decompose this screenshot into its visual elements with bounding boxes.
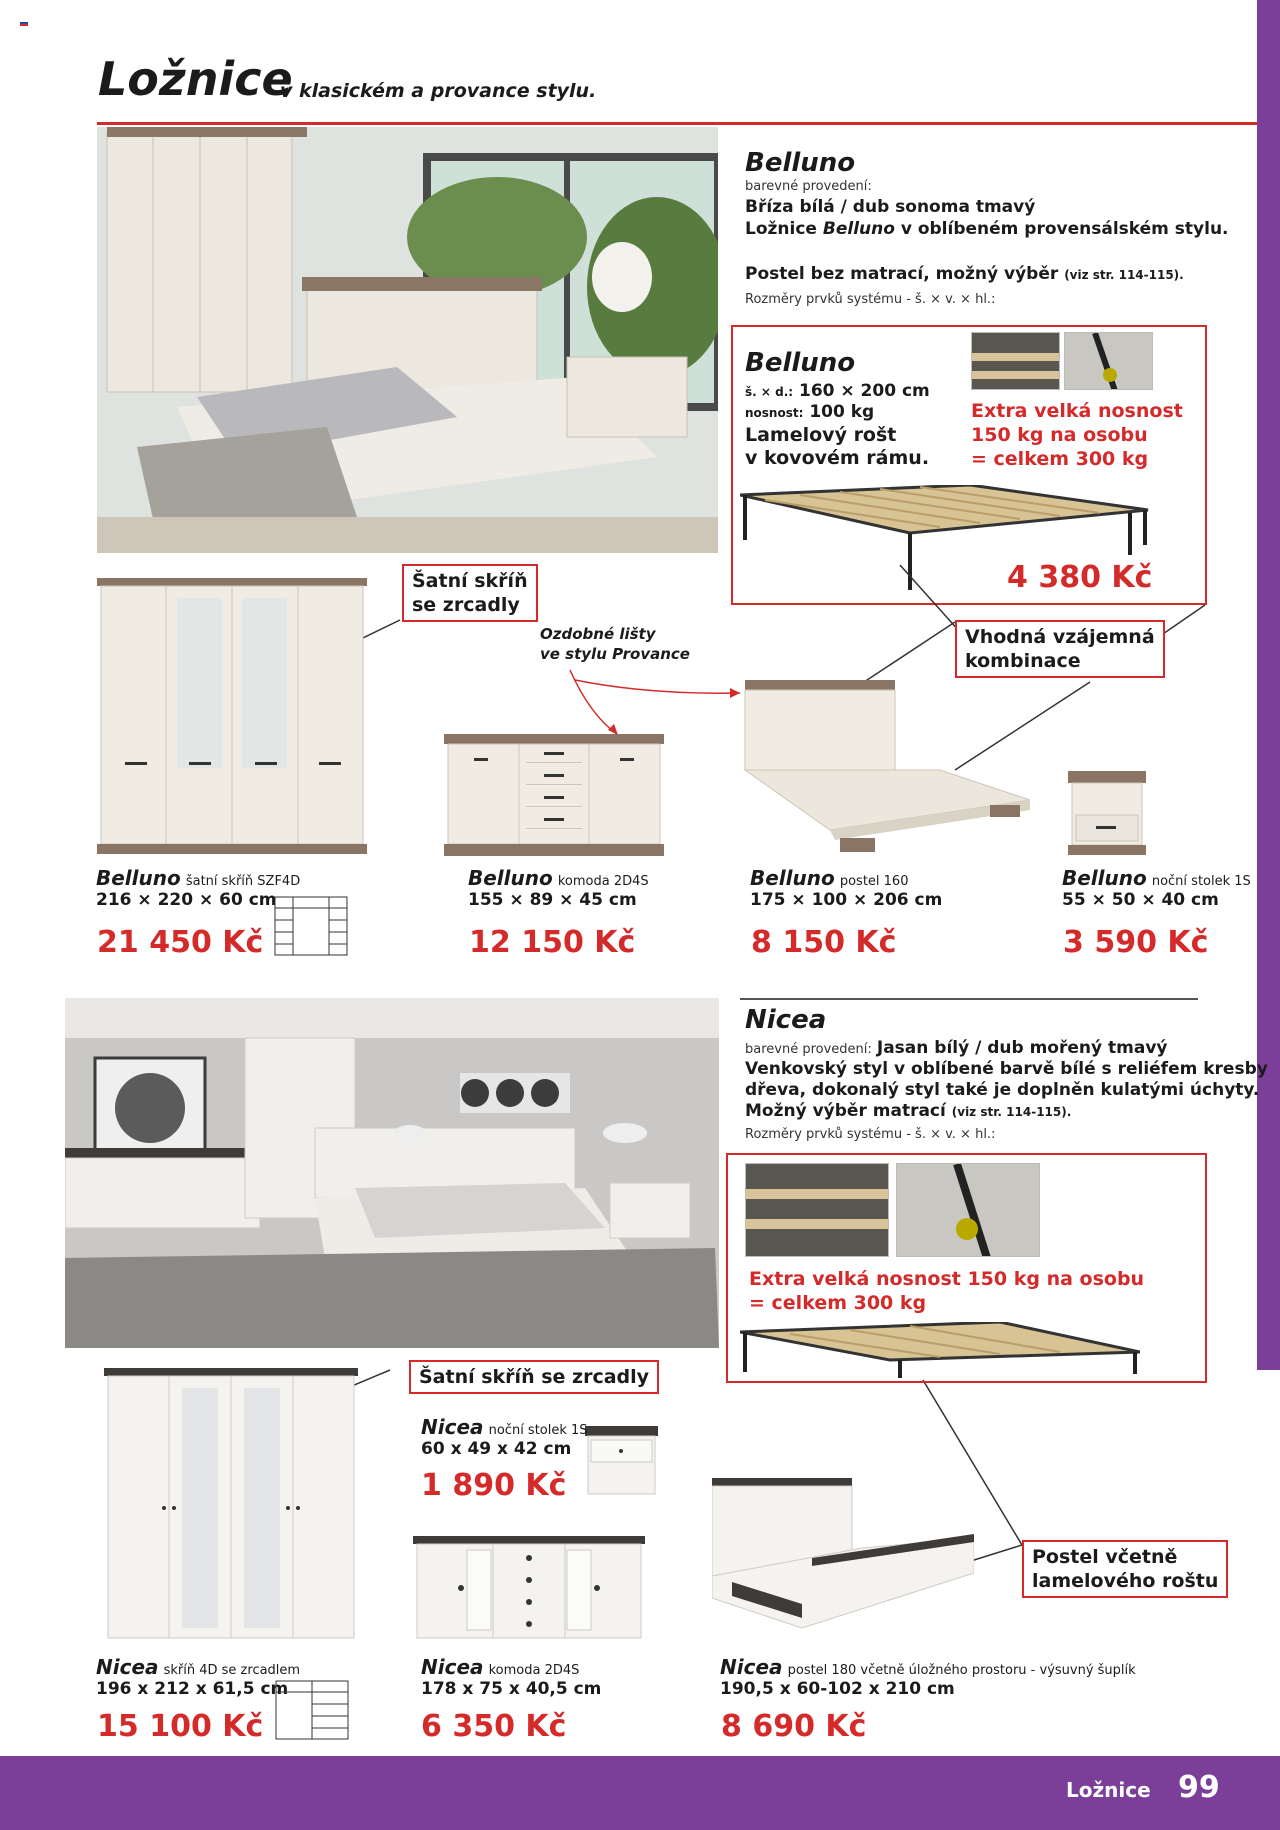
nicea-dresser-caption: Nicea komoda 2D4S 178 x 75 x 40,5 cm bbox=[421, 1655, 602, 1699]
nicea-divider bbox=[740, 998, 1198, 1000]
belluno-slat-title: Belluno bbox=[745, 348, 856, 378]
belluno-nightstand-caption: Belluno noční stolek 1S 55 × 50 × 40 cm bbox=[1062, 866, 1251, 910]
belluno-wardrobe-caption: Belluno šatní skříň SZF4D 216 × 220 × 60 cm bbox=[96, 866, 301, 910]
nicea-nightstand-image bbox=[585, 1426, 658, 1496]
nicea-wardrobe-callout: Šatní skříň se zrcadly bbox=[409, 1360, 659, 1394]
nicea-series-title: Nicea bbox=[745, 1005, 827, 1035]
belluno-wardrobe-image bbox=[97, 578, 367, 856]
belluno-extra-load-1: Extra velká nosnost bbox=[971, 400, 1183, 422]
belluno-dresser-price: 12 150 Kč bbox=[469, 925, 636, 960]
nicea-wardrobe-caption: Nicea skříň 4D se zrcadlem 196 x 212 x 61,5 cm bbox=[96, 1655, 301, 1699]
belluno-trim-note: Ozdobné lišty ve stylu Provance bbox=[540, 625, 690, 663]
nicea-bed-image bbox=[712, 1478, 974, 1638]
nicea-bed-caption: Nicea postel 180 včetně úložného prostoru - výsuvný šuplík 190,5 x 60-102 x 210 cm bbox=[720, 1655, 1136, 1699]
nicea-desc-line1: Venkovský styl v oblíbené barvě bílé s reliéfem kresby bbox=[745, 1059, 1268, 1079]
nicea-slat-detail-photo-2 bbox=[896, 1163, 1040, 1257]
belluno-bed-image bbox=[740, 680, 1030, 856]
nicea-desc-line2: dřeva, dokonalý styl také je doplněn kulatými úchyty. bbox=[745, 1080, 1260, 1100]
belluno-nightstand-image bbox=[1068, 771, 1146, 857]
belluno-dresser-caption: Belluno komoda 2D4S 155 × 89 × 45 cm bbox=[468, 866, 649, 910]
nicea-wardrobe-schematic bbox=[275, 1680, 349, 1740]
belluno-description: Ložnice Belluno v oblíbeném provensálském stylu. bbox=[745, 219, 1229, 239]
nicea-color: barevné provedení: Jasan bílý / dub mořený tmavý bbox=[745, 1038, 1168, 1058]
belluno-combo-callout: Vhodná vzájemná kombinace bbox=[955, 620, 1165, 678]
belluno-wardrobe-schematic bbox=[274, 896, 348, 956]
belluno-dresser-image bbox=[444, 734, 664, 858]
nicea-nightstand-caption: Nicea noční stolek 1S 60 x 49 x 42 cm bbox=[421, 1415, 588, 1459]
belluno-slat-size: š. × d.: 160 × 200 cm bbox=[745, 381, 930, 401]
belluno-nightstand-price: 3 590 Kč bbox=[1063, 925, 1209, 960]
belluno-slat-line1: Lamelový rošt bbox=[745, 424, 897, 446]
belluno-wardrobe-callout: Šatní skříň se zrcadly bbox=[402, 564, 538, 622]
belluno-dims-note: Rozměry prvků systému - š. × v. × hl.: bbox=[745, 292, 996, 307]
nicea-dresser-image bbox=[413, 1536, 645, 1640]
nicea-dims-note: Rozměry prvků systému - š. × v. × hl.: bbox=[745, 1127, 996, 1142]
page-subtitle: v klasickém a provance stylu. bbox=[280, 80, 597, 102]
nicea-bed-callout: Postel včetně lamelového roštu bbox=[1022, 1540, 1228, 1598]
belluno-bed-price: 8 150 Kč bbox=[751, 925, 897, 960]
nicea-wardrobe-price: 15 100 Kč bbox=[97, 1709, 264, 1744]
nicea-wardrobe-image bbox=[104, 1368, 358, 1644]
belluno-series-title: Belluno bbox=[745, 148, 856, 178]
nicea-dresser-price: 6 350 Kč bbox=[421, 1709, 567, 1744]
belluno-color-value: Bříza bílá / dub sonoma tmavý bbox=[745, 197, 1036, 217]
belluno-slat-line2: v kovovém rámu. bbox=[745, 447, 930, 469]
nicea-desc-line3: Možný výběr matrací (viz str. 114-115). bbox=[745, 1101, 1072, 1121]
belluno-bed-note: Postel bez matrací, možný výběr (viz str. 114-115). bbox=[745, 264, 1184, 284]
belluno-bed-caption: Belluno postel 160 175 × 100 × 206 cm bbox=[750, 866, 943, 910]
page-number: 99 bbox=[1178, 1770, 1220, 1805]
nicea-slat-frame-image bbox=[740, 1322, 1140, 1378]
page-title: Ložnice bbox=[98, 52, 293, 106]
nicea-slat-detail-photo-1 bbox=[745, 1163, 889, 1257]
belluno-color-label: barevné provedení: bbox=[745, 179, 872, 194]
nicea-room-photo bbox=[65, 998, 719, 1348]
belluno-extra-load-3: = celkem 300 kg bbox=[971, 448, 1149, 470]
belluno-extra-load-2: 150 kg na osobu bbox=[971, 424, 1148, 446]
footer-section-label: Ložnice bbox=[1066, 1778, 1151, 1802]
nicea-nightstand-price: 1 890 Kč bbox=[421, 1468, 567, 1503]
nicea-bed-price: 8 690 Kč bbox=[721, 1709, 867, 1744]
nicea-extra-load-2: = celkem 300 kg bbox=[749, 1292, 927, 1314]
belluno-slat-price: 4 380 Kč bbox=[1007, 560, 1153, 595]
belluno-slat-load: nosnost: 100 kg bbox=[745, 402, 875, 422]
nicea-extra-load-1: Extra velká nosnost 150 kg na osobu bbox=[749, 1268, 1145, 1290]
belluno-wardrobe-price: 21 450 Kč bbox=[97, 925, 264, 960]
